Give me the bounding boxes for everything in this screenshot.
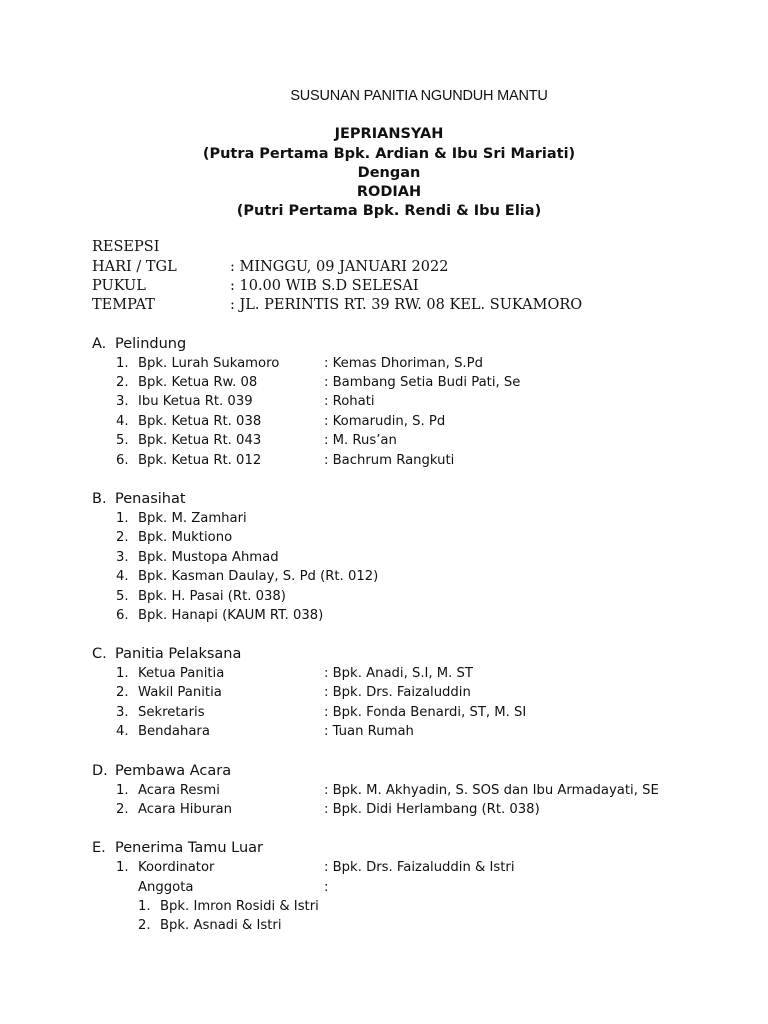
item-label: Bpk. Ketua Rt. 012 <box>138 453 262 468</box>
item-value: : Bpk. Didi Herlambang (Rt. 038) <box>324 802 540 817</box>
event-row-value: : JL. PERINTIS RT. 39 RW. 08 KEL. SUKAMORO <box>230 297 583 313</box>
item-value: : Rohati <box>324 394 375 409</box>
item-number: 5. <box>116 589 129 604</box>
item-value: : Tuan Rumah <box>324 724 414 739</box>
event-heading-label: RESEPSI <box>92 239 160 255</box>
item-number: 4. <box>116 724 129 739</box>
item-label: Ketua Panitia <box>138 666 225 681</box>
item-label: Bpk. Ketua Rt. 043 <box>138 433 262 448</box>
section-letter: A. <box>92 336 107 352</box>
item-value: : Bpk. Drs. Faizaluddin & Istri <box>324 860 515 875</box>
item-number: 2. <box>116 685 129 700</box>
section-title-penerima-tamu-luar <box>92 840 263 856</box>
section-title-text: Panitia Pelaksana <box>115 646 242 662</box>
anggota-colon: : <box>324 880 329 895</box>
item-value: : Bpk. Fonda Benardi, ST, M. SI <box>324 705 527 720</box>
section-title-penasihat <box>92 491 186 507</box>
item-value: : Bpk. Anadi, S.I, M. ST <box>324 666 473 681</box>
item-number: 1. <box>116 860 129 875</box>
item-number: 1. <box>116 511 129 526</box>
event-row-label: PUKUL <box>92 278 146 294</box>
item-label: Acara Resmi <box>138 783 220 798</box>
item-label: Bpk. Ketua Rt. 038 <box>138 414 262 429</box>
section-title-text: Pelindung <box>115 336 187 352</box>
item-value: : Bpk. M. Akhyadin, S. SOS dan Ibu Armadayati, SE <box>324 783 659 798</box>
item-label: Bpk. Asnadi & Istri <box>160 918 282 933</box>
item-value: : Bambang Setia Budi Pati, Se <box>324 375 521 390</box>
item-label: Wakil Panitia <box>138 685 222 700</box>
item-number: 6. <box>116 453 129 468</box>
item-number: 4. <box>116 414 129 429</box>
section-title-pembawa-acara <box>92 763 231 779</box>
item-number: 2. <box>138 918 151 933</box>
anggota-label: Anggota <box>138 880 194 895</box>
item-label: Bpk. Mustopa Ahmad <box>138 550 279 565</box>
item-number: 2. <box>116 375 129 390</box>
item-label: Bpk. Muktiono <box>138 530 233 545</box>
section-title-text: Penasihat <box>115 491 186 507</box>
item-label: Bendahara <box>138 724 210 739</box>
item-number: 2. <box>116 530 129 545</box>
bride-parents: (Putri Pertama Bpk. Rendi & Ibu Elia) <box>236 203 542 219</box>
item-label: Ibu Ketua Rt. 039 <box>138 394 253 409</box>
section-letter: B. <box>92 491 107 507</box>
item-number: 1. <box>138 899 151 914</box>
item-number: 3. <box>116 705 129 720</box>
item-label: Bpk. H. Pasai (Rt. 038) <box>138 589 286 604</box>
groom-parents: (Putra Pertama Bpk. Ardian & Ibu Sri Mariati) <box>202 146 576 162</box>
item-label: Koordinator <box>138 860 215 875</box>
item-label: Bpk. Imron Rosidi & Istri <box>160 899 319 914</box>
section-title-text: Pembawa Acara <box>115 763 232 779</box>
event-row-value: : 10.00 WIB S.D SELESAI <box>230 278 419 294</box>
bride-name: RODIAH <box>356 184 422 200</box>
item-number: 5. <box>116 433 129 448</box>
item-value: : M. Rus’an <box>324 433 397 448</box>
item-label: Bpk. Lurah Sukamoro <box>138 356 280 371</box>
item-value: : Bachrum Rangkuti <box>324 453 455 468</box>
item-number: 3. <box>116 550 129 565</box>
item-number: 1. <box>116 783 129 798</box>
section-letter: E. <box>92 840 106 856</box>
event-row-value: : MINGGU, 09 JANUARI 2022 <box>230 259 449 275</box>
item-number: 6. <box>116 608 129 623</box>
section-title-panitia-pelaksana <box>92 646 241 662</box>
event-row-label: HARI / TGL <box>92 259 177 275</box>
item-number: 3. <box>116 394 129 409</box>
groom-name: JEPRIANSYAH <box>334 126 444 142</box>
item-label: Bpk. Hanapi (KAUM RT. 038) <box>138 608 324 623</box>
section-letter: D. <box>92 763 108 779</box>
item-label: Bpk. Kasman Daulay, S. Pd (Rt. 012) <box>138 569 379 584</box>
item-label: Bpk. M. Zamhari <box>138 511 247 526</box>
section-title-text: Penerima Tamu Luar <box>115 840 263 856</box>
item-number: 4. <box>116 569 129 584</box>
item-number: 1. <box>116 356 129 371</box>
document-title: SUSUNAN PANITIA NGUNDUH MANTU <box>290 88 548 104</box>
item-label: Sekretaris <box>138 705 205 720</box>
item-label: Acara Hiburan <box>138 802 232 817</box>
item-number: 1. <box>116 666 129 681</box>
item-value: : Kemas Dhoriman, S.Pd <box>324 356 483 371</box>
section-letter: C. <box>92 646 107 662</box>
section-title-pelindung <box>92 336 186 352</box>
item-value: : Komarudin, S. Pd <box>324 414 446 429</box>
item-number: 2. <box>116 802 129 817</box>
item-label: Bpk. Ketua Rw. 08 <box>138 375 258 390</box>
item-value: : Bpk. Drs. Faizaluddin <box>324 685 471 700</box>
connector-text: Dengan <box>357 165 421 181</box>
event-row-label: TEMPAT <box>92 297 155 313</box>
